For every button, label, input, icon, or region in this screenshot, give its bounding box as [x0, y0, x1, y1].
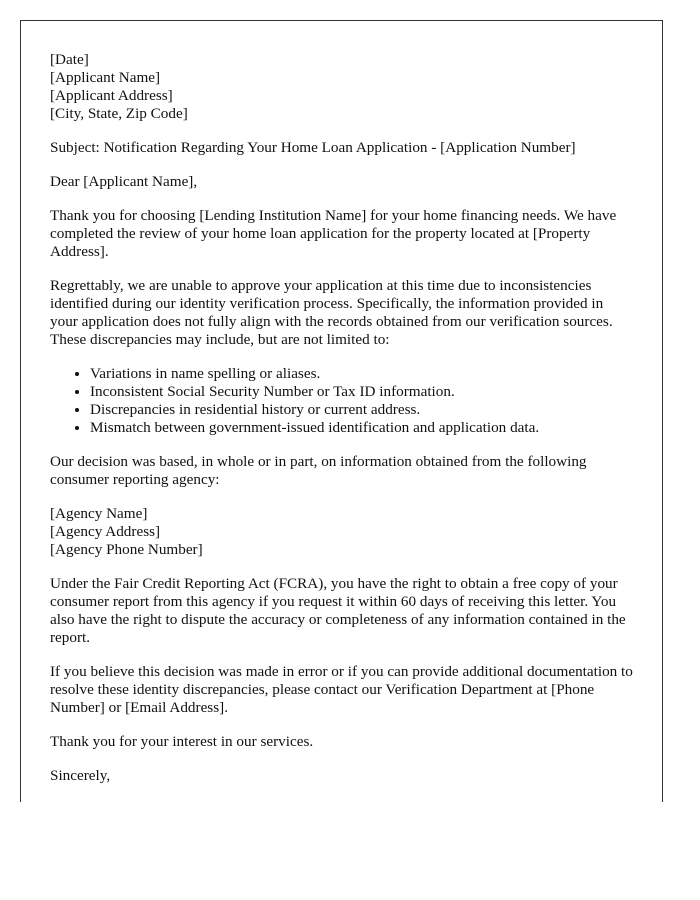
- applicant-name: [Applicant Name]: [50, 69, 161, 86]
- agency-intro-paragraph: Our decision was based, in whole or in part, on information obtained from the following consumer reporting agency:: [50, 453, 587, 488]
- discrepancy-list: [50, 365, 633, 437]
- city-state-zip: [City, State, Zip Code]: [50, 105, 188, 122]
- decision-paragraph: Regrettably, we are unable to approve your application at this time due to inconsistencies identified during our identity verification process. Specifically, the information provided in your application does not fully align with the records obtained from our verification sources. These discrepancies may include, but are not limited to:: [50, 277, 613, 348]
- list-item: • Variations in name spelling or aliases.: [90, 365, 633, 383]
- intro-paragraph: Thank you for choosing [Lending Institution Name] for your home financing needs. We have completed the review of your home loan application for the property located at [Property Address].: [50, 207, 617, 260]
- closing: Sincerely,: [50, 767, 111, 784]
- contact-paragraph: If you believe this decision was made in error or if you can provide additional documentation to resolve these identity discrepancies, please contact our Verification Department at [Phone Number] or [Email Address].: [50, 663, 633, 716]
- list-item: • Inconsistent Social Security Number or Tax ID information.: [90, 383, 633, 401]
- agency-phone: [Agency Phone Number]: [50, 541, 203, 558]
- agency-block: [50, 505, 633, 559]
- fcra-paragraph: Under the Fair Credit Reporting Act (FCRA), you have the right to obtain a free copy of your consumer report from this agency if you request it within 60 days of receiving this letter. You also have the right to dispute the accuracy or completeness of any information contained in the report.: [50, 575, 626, 646]
- recipient-block: [50, 51, 633, 123]
- salutation: Dear [Applicant Name],: [50, 173, 198, 190]
- agency-name: [Agency Name]: [50, 505, 148, 522]
- applicant-address: [Applicant Address]: [50, 87, 173, 104]
- subject-line: Subject: Notification Regarding Your Home Loan Application - [Application Number]: [50, 139, 576, 156]
- thanks-paragraph: Thank you for your interest in our services.: [50, 733, 314, 750]
- agency-address: [Agency Address]: [50, 523, 161, 540]
- list-item: • Mismatch between government-issued identification and application data.: [90, 419, 633, 437]
- list-item: • Discrepancies in residential history or current address.: [90, 401, 633, 419]
- letter-page: [20, 20, 663, 802]
- date: [Date]: [50, 51, 89, 68]
